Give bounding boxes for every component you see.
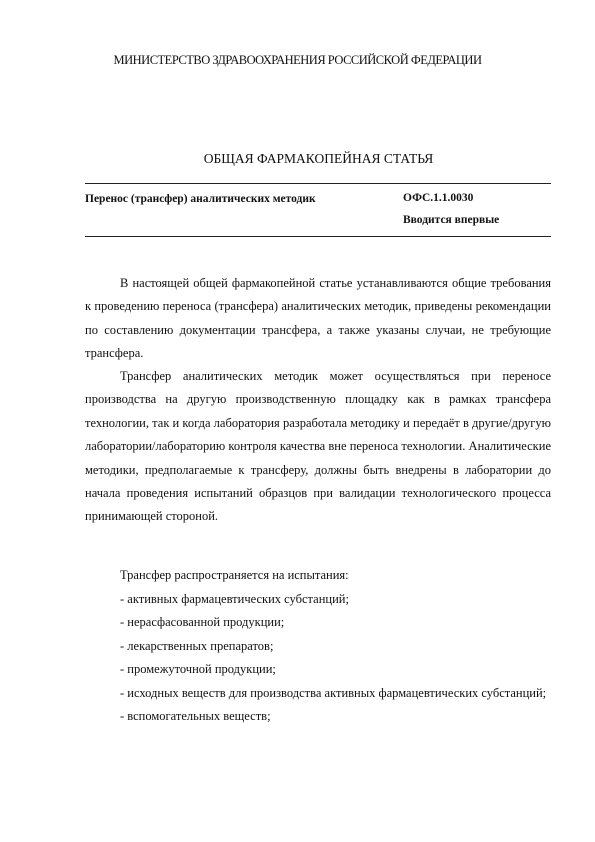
list-item: - исходных веществ для производства активных фармацевтических субстанций; — [120, 685, 547, 700]
header-divider-bottom — [85, 236, 551, 237]
list-item: - промежуточной продукции; — [120, 662, 276, 677]
list-item: - нерасфасованной продукции; — [120, 615, 285, 630]
body-paragraph: Трансфер распространяется на испытания: — [120, 568, 349, 582]
header-divider-top — [85, 183, 551, 184]
article-status: Вводится впервые — [403, 214, 500, 226]
list-item: - вспомогательных веществ; — [120, 709, 271, 724]
body-paragraph: В настоящей общей фармакопейной статье устанавливаются общие требования к проведению переноса (трансфера) аналитических методик, приведены рекомендации по составлению документации трансфера, а также указаны случаи, не требующие трансфера. — [85, 276, 551, 361]
body-paragraph: Трансфер аналитических методик может осуществляться при переносе производства на другую производственную площадку как в рамках трансфера технологии, так и когда лаборатория разработала методику и передаёт в другие/другую лаборатории/лабораторию контроля качества вне переноса технологии. Аналитические методики, предполагаемые к трансферу, должны быть внедрены в лаборатории до начала проведения испытаний образцов при валидации технологического процесса принимающей стороной. — [85, 369, 551, 524]
article-title: Перенос (трансфер) аналитических методик — [85, 193, 316, 205]
document-type-heading: ОБЩАЯ ФАРМАКОПЕЙНАЯ СТАТЬЯ — [203, 151, 434, 166]
article-code: ОФС.1.1.0030 — [403, 192, 474, 204]
testing-scope-list — [85, 588, 551, 728]
body-paragraph-2-block — [85, 365, 551, 529]
list-item: - лекарственных препаратов; — [120, 638, 274, 653]
body-paragraph-3-block — [85, 564, 551, 587]
body-paragraph-1-block — [85, 272, 551, 366]
ministry-heading: МИНИСТЕРСТВО ЗДРАВООХРАНЕНИЯ РОССИЙСКОЙ ФЕДЕРАЦИИ — [113, 53, 482, 67]
list-item: - активных фармацевтических субстанций; — [120, 592, 349, 606]
